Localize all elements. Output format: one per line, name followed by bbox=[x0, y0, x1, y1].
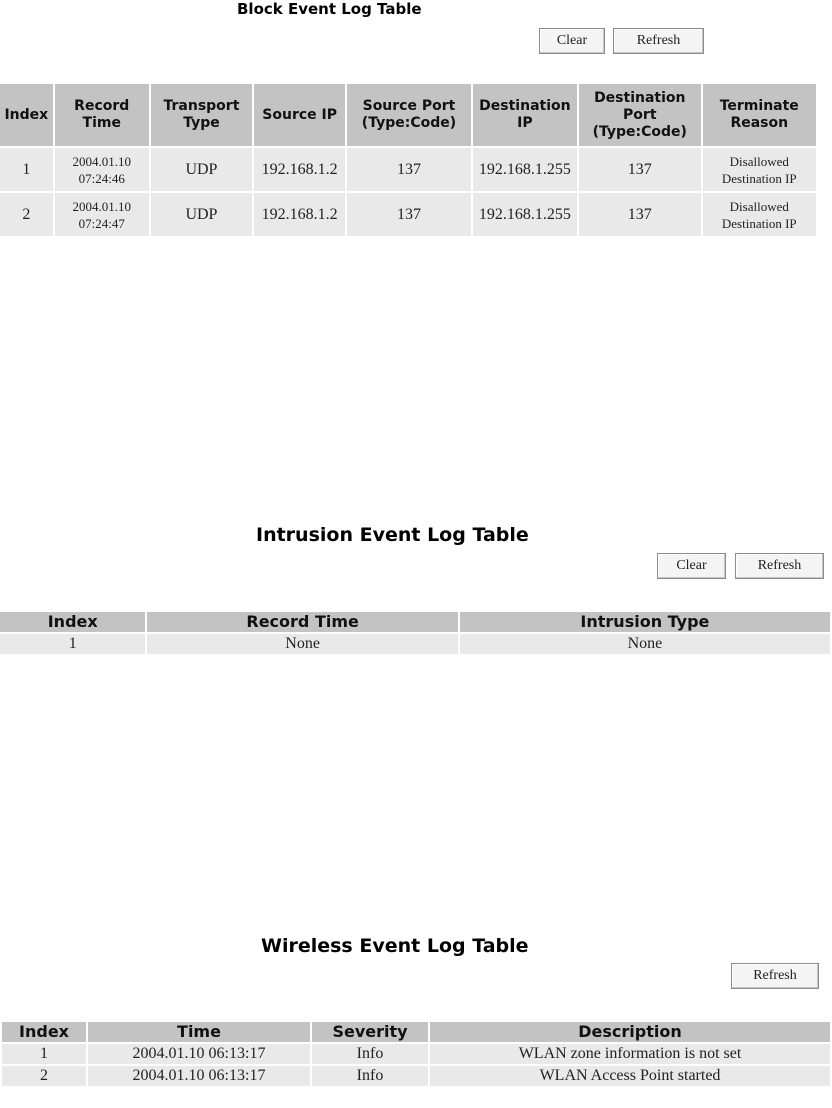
block-clear-button[interactable]: Clear bbox=[539, 28, 605, 54]
header-intrusion-type: Intrusion Type bbox=[460, 612, 830, 632]
intrusion-clear-button[interactable]: Clear bbox=[657, 553, 726, 579]
header-description: Description bbox=[430, 1022, 830, 1042]
table-row bbox=[0, 148, 816, 191]
cell-index: 2 bbox=[2, 1066, 86, 1086]
intrusion-log-title: Intrusion Event Log Table bbox=[256, 524, 529, 546]
header-source-port: Source Port (Type:Code) bbox=[347, 84, 471, 146]
header-terminate-reason: Terminate Reason bbox=[703, 84, 816, 146]
intrusion-refresh-button[interactable]: Refresh bbox=[735, 553, 824, 579]
intrusion-header-row bbox=[0, 612, 830, 632]
cell-destination-port: 137 bbox=[579, 148, 701, 191]
header-index: Index bbox=[0, 612, 145, 632]
header-time: Time bbox=[88, 1022, 310, 1042]
cell-time: 2004.01.10 06:13:17 bbox=[88, 1044, 310, 1064]
header-source-ip: Source IP bbox=[254, 84, 345, 146]
cell-destination-ip: 192.168.1.255 bbox=[473, 148, 577, 191]
cell-index: 1 bbox=[2, 1044, 86, 1064]
cell-source-ip: 192.168.1.2 bbox=[254, 148, 345, 191]
cell-description: WLAN zone information is not set bbox=[430, 1044, 830, 1064]
cell-transport-type: UDP bbox=[151, 148, 252, 191]
cell-description: WLAN Access Point started bbox=[430, 1066, 830, 1086]
cell-severity: Info bbox=[312, 1044, 428, 1064]
intrusion-log-table bbox=[0, 610, 832, 656]
header-index: Index bbox=[0, 84, 53, 146]
cell-index: 1 bbox=[0, 148, 53, 191]
cell-index: 1 bbox=[0, 634, 145, 654]
cell-record-time: 2004.01.10 07:24:47 bbox=[55, 193, 149, 236]
block-header-row bbox=[0, 84, 816, 146]
wireless-refresh-button[interactable]: Refresh bbox=[731, 963, 819, 989]
header-record-time: Record Time bbox=[55, 84, 149, 146]
table-row bbox=[2, 1044, 830, 1064]
header-destination-ip: Destination IP bbox=[473, 84, 577, 146]
cell-transport-type: UDP bbox=[151, 193, 252, 236]
wireless-log-table bbox=[0, 1020, 832, 1088]
wireless-log-title: Wireless Event Log Table bbox=[261, 935, 529, 957]
cell-record-time: 2004.01.10 07:24:46 bbox=[55, 148, 149, 191]
header-index: Index bbox=[2, 1022, 86, 1042]
cell-severity: Info bbox=[312, 1066, 428, 1086]
header-destination-port: Destination Port (Type:Code) bbox=[579, 84, 701, 146]
wireless-header-row bbox=[2, 1022, 830, 1042]
cell-index: 2 bbox=[0, 193, 53, 236]
cell-terminate-reason: Disallowed Destination IP bbox=[703, 193, 816, 236]
cell-terminate-reason: Disallowed Destination IP bbox=[703, 148, 816, 191]
cell-source-port: 137 bbox=[347, 193, 471, 236]
header-record-time: Record Time bbox=[147, 612, 457, 632]
cell-destination-port: 137 bbox=[579, 193, 701, 236]
block-refresh-button[interactable]: Refresh bbox=[613, 28, 704, 54]
cell-time: 2004.01.10 06:13:17 bbox=[88, 1066, 310, 1086]
table-row bbox=[0, 193, 816, 236]
header-transport-type: Transport Type bbox=[151, 84, 252, 146]
header-severity: Severity bbox=[312, 1022, 428, 1042]
block-log-title: Block Event Log Table bbox=[237, 0, 422, 18]
cell-source-port: 137 bbox=[347, 148, 471, 191]
block-log-table bbox=[0, 82, 818, 238]
cell-destination-ip: 192.168.1.255 bbox=[473, 193, 577, 236]
cell-intrusion-type: None bbox=[460, 634, 830, 654]
cell-source-ip: 192.168.1.2 bbox=[254, 193, 345, 236]
table-row bbox=[2, 1066, 830, 1086]
cell-record-time: None bbox=[147, 634, 457, 654]
table-row bbox=[0, 634, 830, 654]
